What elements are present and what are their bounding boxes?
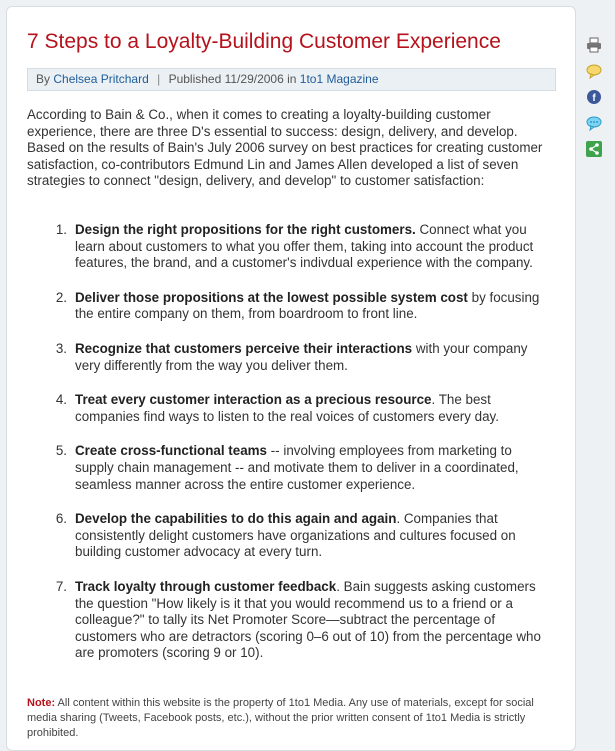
chat-icon[interactable]: [585, 114, 603, 132]
byline: [27, 68, 556, 91]
comment-icon[interactable]: [585, 62, 603, 80]
publication-link[interactable]: 1to1 Magazine: [299, 72, 379, 86]
list-item: [27, 511, 547, 561]
list-item: [27, 222, 547, 272]
article-intro: According to Bain & Co., when it comes to creating a loyalty-building customer experience, there are three D's essential to success: design, delivery, and develop. Based on the results of Bain's July 2006 survey on best practices for creating customer satisfaction, co-contributors Edmund Lin and James Allen developed a list of seven strategies to connect "design, delivery, and develop" to customer satisfaction:: [27, 107, 543, 189]
step-text: Connect what you learn about customers to what you offer them, taking into account the product features, the brand, and a customer's indivdual experience with the company.: [75, 222, 534, 271]
step-text: . Bain suggests asking customers the question "How likely is it that you would recommend us to a friend or a colleague?" to tally its Net Promoter Score—subtract the percentage of customers who are detractors (scoring 0–6 out of 10) from the percentage who are promoters (scoring 9 or 10).: [75, 578, 541, 661]
steps-list: [27, 222, 547, 680]
copyright-note: [27, 696, 559, 741]
share-icon[interactable]: [585, 140, 603, 158]
step-heading: Develop the capabilities to do this again and again: [75, 511, 397, 527]
step-text: -- involving employees from marketing to supply chain management -- and motivate them to deliver in a coordinated, seamless manner across the entire customer experience.: [75, 443, 519, 492]
published-label: Published 11/29/2006 in: [168, 72, 297, 86]
list-item: [27, 290, 547, 323]
byline-separator: |: [157, 72, 161, 86]
step-text: by focusing the entire company on them, from boardroom to front line.: [75, 289, 540, 322]
step-number: 4.: [55, 392, 67, 408]
print-icon[interactable]: [585, 36, 603, 54]
share-toolbar: [583, 36, 605, 158]
author-link[interactable]: Chelsea Pritchard: [53, 72, 149, 86]
article-title: 7 Steps to a Loyalty-Building Customer Experience: [27, 30, 501, 53]
step-heading: Recognize that customers perceive their interactions: [75, 340, 413, 356]
step-text: . The best companies find ways to listen to the real voices of customers every day.: [75, 392, 499, 424]
step-number: 1.: [55, 222, 67, 237]
step-heading: Deliver those propositions at the lowest possible system cost: [75, 289, 468, 305]
note-text: All content within this website is the property of 1to1 Media. Any use of materials, except for social media sharing (Tweets, Facebook posts, etc.), without the prior written consent of 1to1 Media is strictly prohibited.: [27, 697, 534, 739]
svg-text:f: f: [592, 93, 596, 104]
step-heading: Design the right propositions for the right customers.: [75, 222, 416, 237]
list-item: [27, 392, 547, 425]
step-heading: Create cross-functional teams: [75, 443, 267, 459]
step-heading: Treat every customer interaction as a precious resource: [75, 392, 432, 408]
step-number: 5.: [55, 443, 67, 459]
step-number: 2.: [55, 289, 67, 305]
list-item: [27, 443, 547, 493]
by-label: By: [36, 72, 51, 86]
step-number: 6.: [55, 511, 67, 527]
step-text: with your company very differently from the way you deliver them.: [75, 340, 528, 373]
step-number: 3.: [55, 340, 67, 356]
note-label: Note:: [27, 697, 56, 709]
list-item: [27, 579, 547, 662]
step-number: 7.: [55, 578, 67, 594]
list-item: [27, 341, 547, 374]
step-heading: Track loyalty through customer feedback: [75, 578, 337, 594]
facebook-icon[interactable]: [585, 88, 603, 106]
step-text: . Companies that consistently delight customers have organizations and cultures focused on building customer advocacy at every turn.: [75, 511, 516, 560]
